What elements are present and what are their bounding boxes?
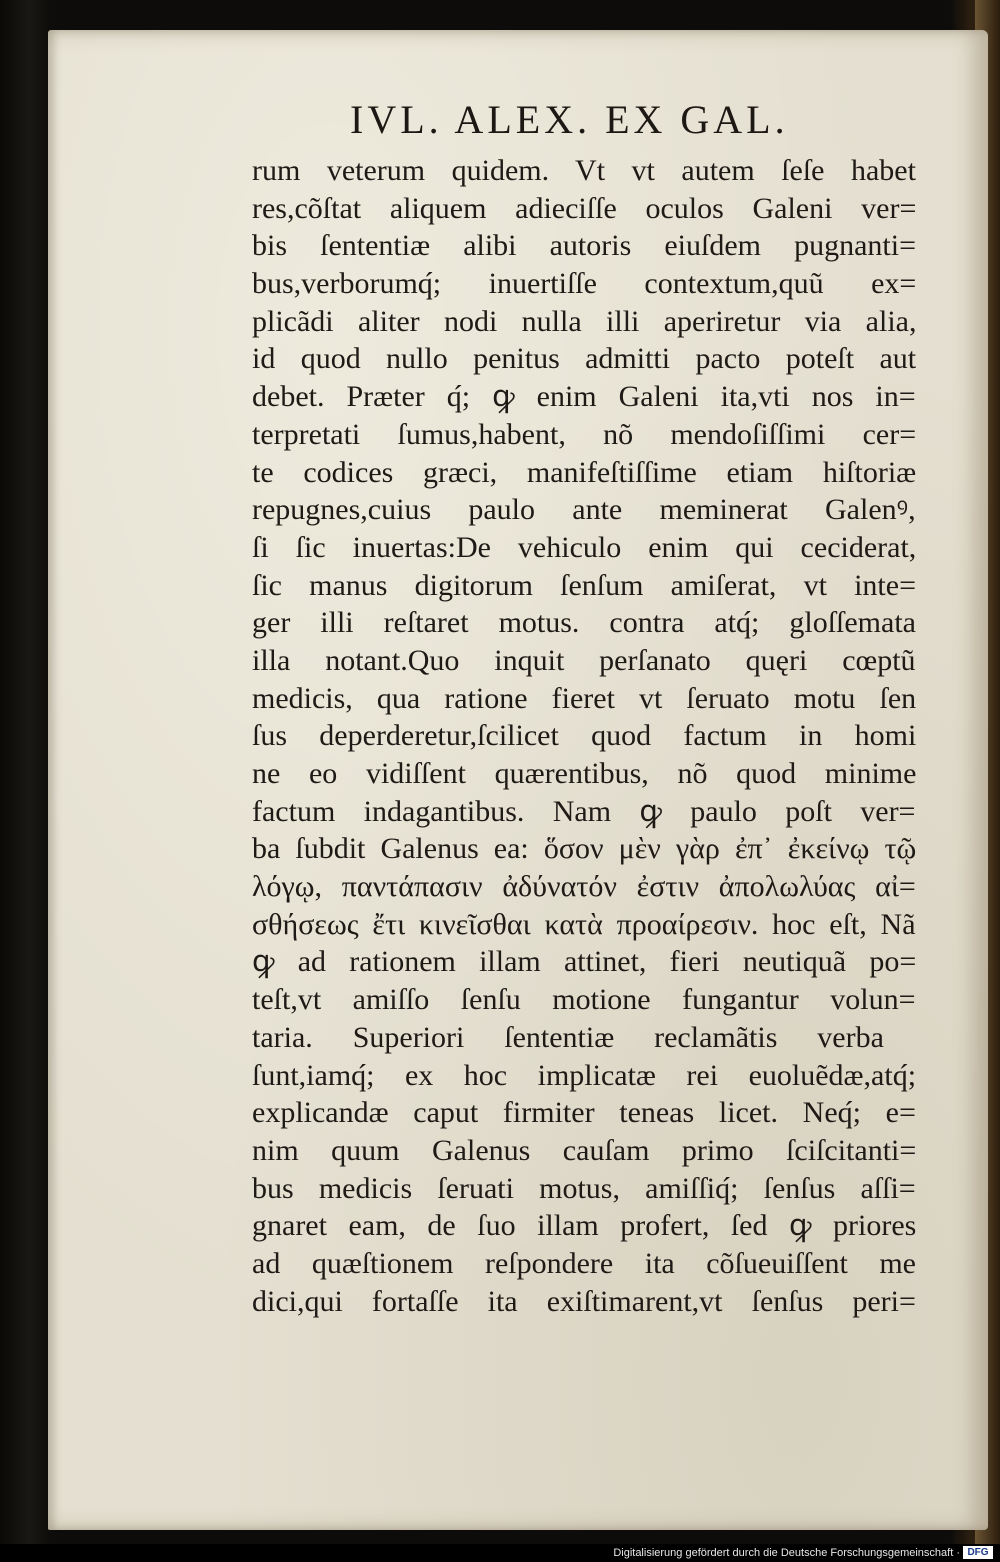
body-text — [252, 152, 916, 1320]
text-line: terpretati ſumus,habent, nõ mendoſiſſimi cer= — [252, 417, 916, 451]
text-line: medicis, qua ratione fieret vt ſeruato motu ſen — [252, 681, 916, 715]
text-line: factum indagantibus. Nam ꝙ paulo poſt ver= — [252, 794, 916, 828]
text-line: ſic manus digitorum ſenſum amiſerat, vt inte= — [252, 568, 916, 602]
text-line: ba ſubdit Galenus ea: ὅσον μὲν γὰρ ἐπ᾽ ἐκείνῳ τῷ — [252, 832, 916, 866]
text-line: ad quæſtionem reſpondere ita cõſueuiſſent me — [252, 1246, 916, 1280]
text-line: ſus deperderetur,ſcilicet quod factum in homi — [252, 719, 916, 753]
text-line: rum veterum quidem. Vt vt autem ſeſe habet — [252, 154, 916, 187]
text-line: ſunt,iamq́; ex hoc implicatæ rei euoluẽdæ,atq́; — [252, 1058, 916, 1092]
text-line: bis ſententiæ alibi autoris eiuſdem pugnanti= — [252, 229, 916, 263]
text-line: taria. Superiori ſententiæ reclamãtis verba — [252, 1020, 884, 1054]
text-line: dici,qui fortaſſe ita exiſtimarent,vt ſenſus peri= — [252, 1284, 916, 1318]
text-line: te codices græci, manifeſtiſſime etiam hiſtoriæ — [252, 455, 916, 489]
text-line: explicandæ caput firmiter teneas licet. Neq́; e= — [252, 1096, 916, 1130]
text-line: bus,verborumq́; inuertiſſe contextum,quũ ex= — [252, 267, 916, 301]
text-line: teſt,vt amiſſo ſenſu motione fungantur volun= — [252, 983, 916, 1017]
text-line: debet. Præter q́; ꝙ enim Galeni ita,vti nos in= — [252, 380, 916, 414]
text-line: res,cõſtat aliquem adieciſſe oculos Galeni ver= — [252, 191, 916, 225]
digitization-credit: Digitalisierung gefördert durch die Deutsche Forschungsgemeinschaft · — [613, 1547, 960, 1559]
text-line: illa notant.Quo inquit perſanato quęri cœptũ — [252, 643, 916, 677]
text-line: repugnes,cuius paulo ante meminerat Galenꝰ, — [252, 493, 916, 527]
dfg-logo: DFG — [963, 1546, 993, 1559]
text-line: bus medicis ſeruati motus, amiſſiq́; ſenſus aſſi= — [252, 1171, 916, 1205]
text-line: λόγῳ, παντάπασιν ἀδύνατόν ἐστιν ἀπολωλύας αἰ= — [252, 870, 916, 904]
text-line: σθήσεως ἔτι κινεῖσθαι κατὰ προαίρεσιν. hoc eſt, Nã — [252, 907, 916, 941]
text-line: ſi ſic inuertas:De vehiculo enim qui ceciderat, — [252, 530, 916, 564]
text-line: ne eo vidiſſent quærentibus, nõ quod minime — [252, 757, 916, 790]
text-line: plicãdi aliter nodi nulla illi aperiretur via alia, — [252, 304, 916, 338]
text-line: ꝙ ad rationem illam attinet, fieri neutiquã po= — [252, 945, 916, 979]
text-line: nim quum Galenus cauſam primo ſciſcitanti= — [252, 1133, 916, 1167]
text-line: id quod nullo penitus admitti pacto poteſt aut — [252, 342, 916, 376]
text-line: ger illi reſtaret motus. contra atq́; gloſſemata — [252, 606, 916, 640]
running-title: IVL. ALEX. EX GAL. — [350, 97, 789, 142]
text-line: gnaret eam, de ſuo illam profert, ſed ꝙ priores — [252, 1209, 916, 1243]
